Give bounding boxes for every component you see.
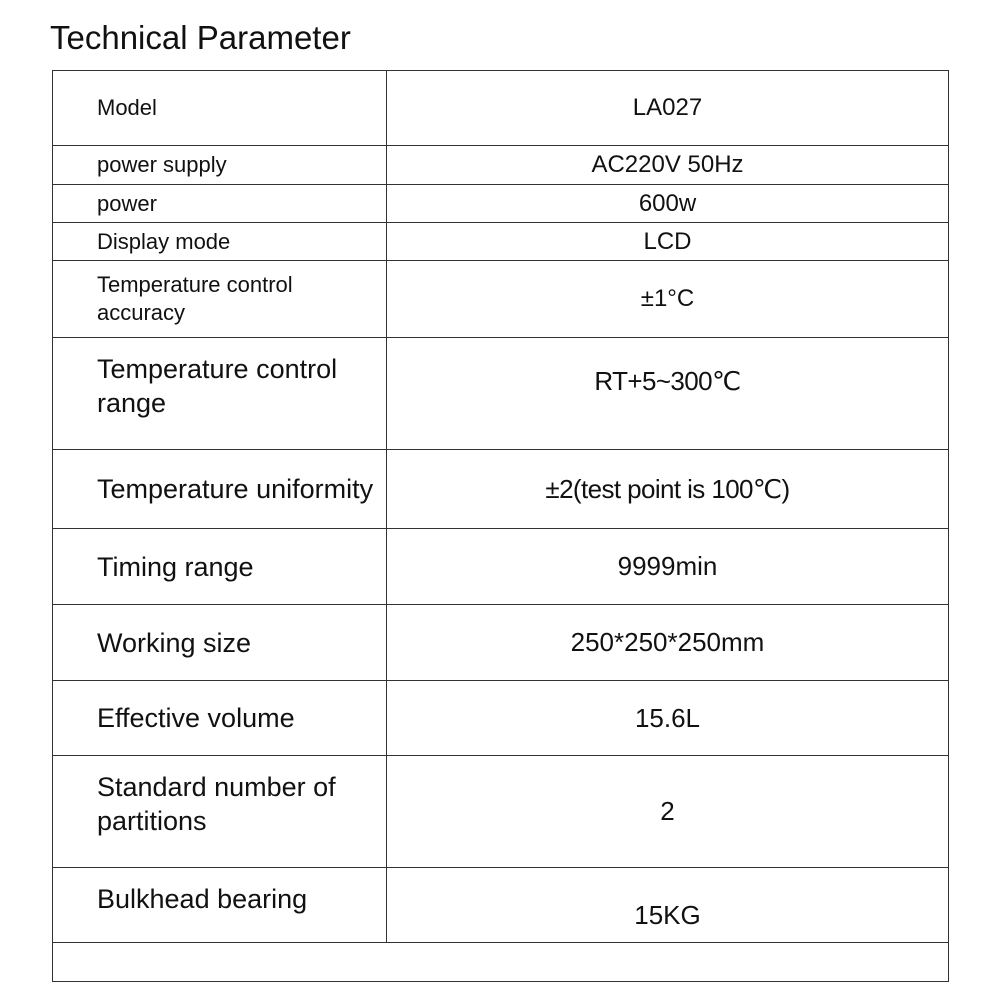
row-value: ±2(test point is 100℃) <box>387 450 949 529</box>
table-row-empty <box>53 943 949 982</box>
table-row <box>53 146 949 185</box>
parameter-table <box>52 70 949 982</box>
table-row <box>53 71 949 146</box>
row-value: 15KG <box>634 899 701 930</box>
table-row <box>53 450 949 529</box>
table-row <box>53 338 949 450</box>
table-row <box>53 529 949 605</box>
table-row <box>53 756 949 868</box>
row-label: Temperature control accuracy <box>53 261 387 338</box>
row-value: LCD <box>387 223 949 261</box>
row-label: Working size <box>53 605 387 681</box>
row-label: Bulkhead bearing <box>97 884 308 914</box>
table-row <box>53 223 949 261</box>
row-value: 250*250*250mm <box>387 605 949 681</box>
row-value: 15.6L <box>387 681 949 756</box>
row-label: Effective volume <box>53 681 387 756</box>
row-value: 2 <box>387 756 949 868</box>
row-label: power supply <box>53 146 387 185</box>
row-value: 600w <box>387 185 949 223</box>
row-value: LA027 <box>387 71 949 146</box>
table-row <box>53 868 949 943</box>
table-row <box>53 681 949 756</box>
row-label: power <box>53 185 387 223</box>
table-row <box>53 185 949 223</box>
row-label: Temperature uniformity <box>53 450 387 529</box>
row-value: AC220V 50Hz <box>387 146 949 185</box>
row-label: Timing range <box>53 529 387 605</box>
table-row <box>53 261 949 338</box>
row-value: RT+5~300℃ <box>594 366 741 396</box>
row-value: 9999min <box>387 529 949 605</box>
row-label: Model <box>53 71 387 146</box>
empty-cell <box>53 943 949 982</box>
row-label: Temperature control range <box>97 353 338 418</box>
row-label: Standard number of partitions <box>97 771 336 836</box>
row-value: ±1°C <box>387 261 949 338</box>
page-title: Technical Parameter <box>50 19 351 56</box>
table-row <box>53 605 949 681</box>
row-label: Display mode <box>53 223 387 261</box>
